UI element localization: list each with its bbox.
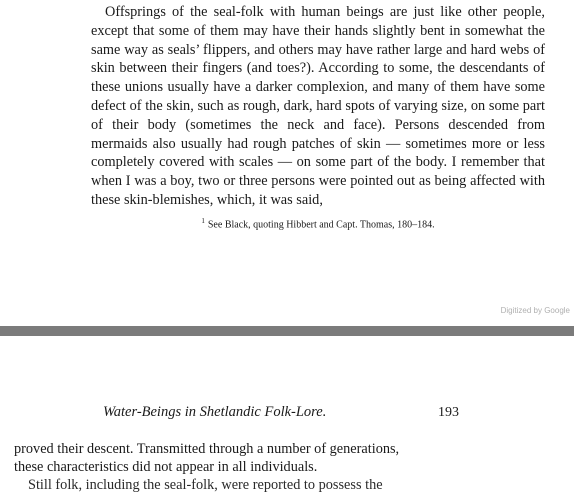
body-text	[14, 440, 484, 495]
body-line: proved their descent. Transmitted through a number of generations,	[14, 441, 400, 457]
page-number: 193	[438, 405, 459, 420]
footnote-mark: 1	[201, 217, 205, 225]
body-line-partial: Still folk, including the seal-folk, were reported to possess the	[28, 476, 383, 493]
page-bottom	[0, 336, 574, 493]
page-divider	[0, 326, 574, 336]
footnote	[91, 217, 545, 230]
body-paragraph: Offsprings of the seal-folk with human beings are just like other people, except that some of them may have their hands slightly bent in somewhat the same way as seals’ flippers, and others may have rather large and hard webs of skin between their fingers (and toes?). According to some, the descendants of these unions usually have a darker complexion, and many of them have some defect of the skin, such as rough, dark, hard spots of varying size, on some part of their body (sometimes the neck and face). Persons descended from mermaids also usually had rough patches of skin — sometimes more or less completely covered with scales — on some part of the body. I remember that when I was a boy, two or three persons were pointed out as being affected with these skin-blemishes, which, it was said,	[91, 4, 545, 208]
digitized-watermark: Digitized by Google	[500, 306, 570, 315]
footnote-text: See Black, quoting Hibbert and Capt. Thomas, 180–184.	[207, 219, 435, 231]
body-line: these characteristics did not appear in all individuals.	[14, 459, 318, 476]
running-head: Water-Beings in Shetlandic Folk-Lore.	[103, 404, 327, 420]
